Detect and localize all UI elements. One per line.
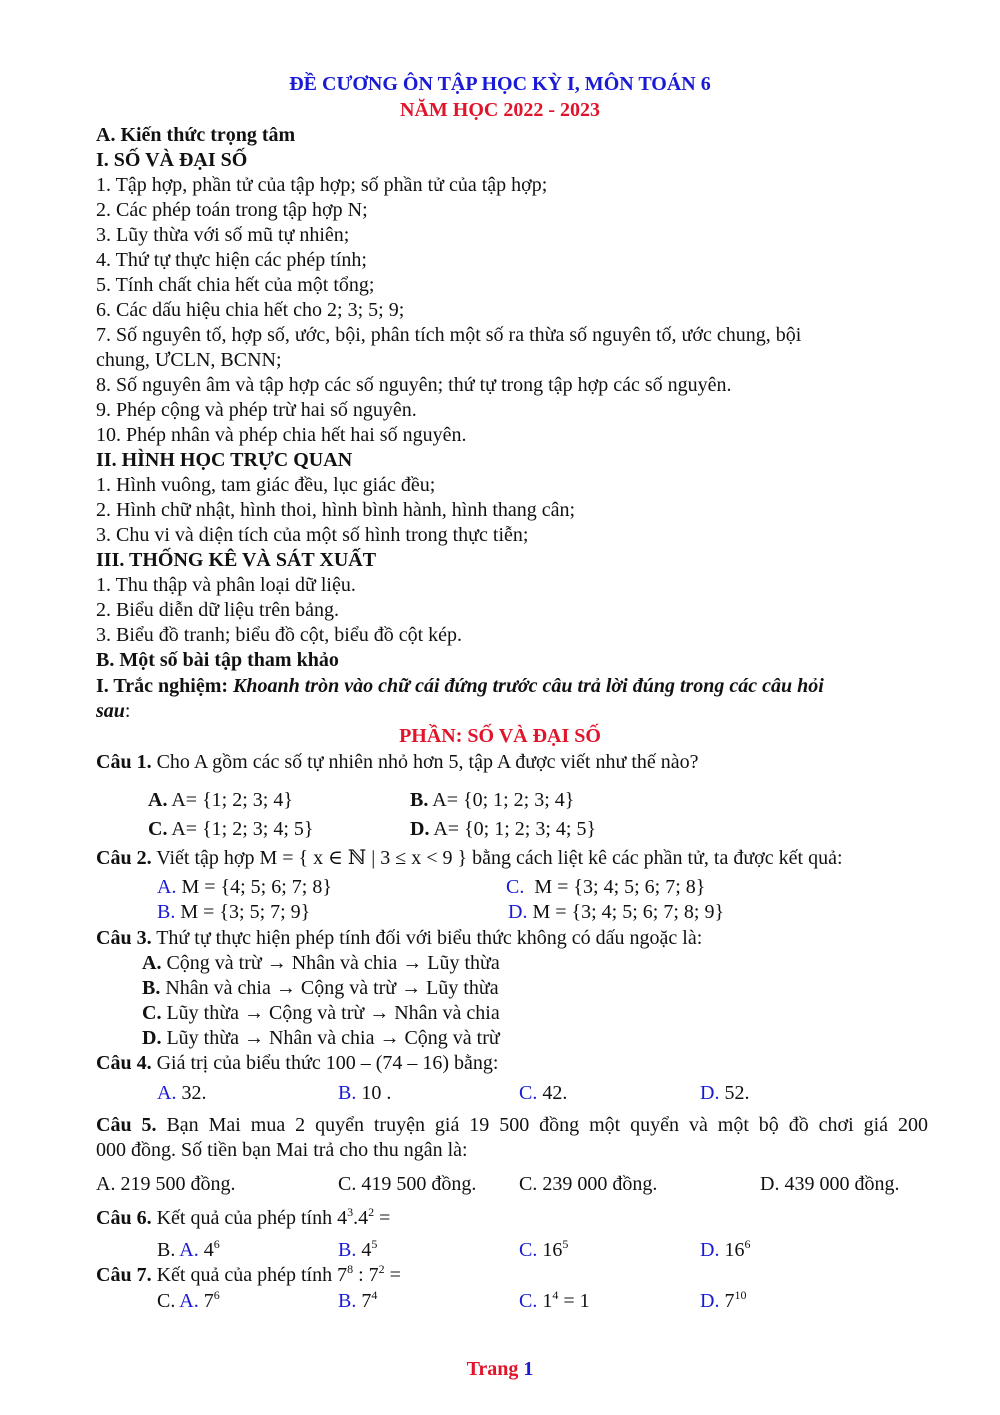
option-text: Nhân và chia → Cộng và trừ → Lũy thừa [165,977,499,999]
option-c[interactable]: C. 239 000 đồng. [519,1173,658,1195]
option-c[interactable] [519,1238,568,1265]
option-base: 4 [203,1239,214,1261]
option-text: M = {3; 5; 7; 9} [180,901,311,923]
option-text: 32. [181,1082,207,1104]
school-year: NĂM HỌC 2022 - 2023 [400,99,600,121]
quiz-instruction-text: Khoanh tròn vào chữ cái đứng trước câu trả lời đúng trong các câu hỏi [233,675,824,697]
option-letter: C. [148,818,168,840]
option-c[interactable] [506,875,705,900]
question-label: Câu 6. [96,1207,152,1229]
option-d[interactable] [700,1081,749,1106]
option-c[interactable] [519,1289,590,1316]
exponent: 5 [562,1237,569,1251]
option-a[interactable]: A. 219 500 đồng. [96,1173,236,1195]
list-item: 10. Phép nhân và phép chia hết hai số nguyên. [96,424,467,446]
option-text: 10 . [361,1082,392,1104]
exponent: 3 [347,1205,354,1219]
exponent: 6 [213,1237,220,1251]
list-item: 8. Số nguyên âm và tập hợp các số nguyên; thứ tự trong tập hợp các số nguyên. [96,374,732,396]
option-letter: A. [148,789,168,811]
question-5 [96,1113,928,1138]
section-b-heading: B. Một số bài tập tham khảo [96,649,339,671]
option-a[interactable] [157,1081,206,1106]
list-item: 1. Tập hợp, phần tử của tập hợp; số phần tử của tập hợp; [96,174,548,196]
question-label: Câu 3. [96,927,152,949]
quiz-instruction [96,674,824,699]
question-text: Kết quả của phép tính 7 [156,1264,348,1286]
option-text: 52. [724,1082,750,1104]
exponent: 8 [347,1262,354,1276]
part-title: PHẦN: SỐ VÀ ĐẠI SỐ [399,725,601,747]
option-b[interactable] [142,976,499,1001]
question-text: = [374,1207,391,1229]
option-a[interactable] [148,788,293,813]
page-footer [0,1357,1000,1382]
list-item: 4. Thứ tự thực hiện các phép tính; [96,249,367,271]
section-a-heading: A. Kiến thức trọng tâm [96,124,296,146]
option-letter: D. [410,818,430,840]
option-a[interactable] [157,1289,220,1316]
option-a[interactable] [157,875,332,900]
question-2 [96,846,843,871]
option-d[interactable] [700,1289,746,1316]
list-item: 2. Các phép toán trong tập hợp N; [96,199,368,221]
option-tail: = 1 [558,1290,590,1312]
option-prefix: C. [157,1290,176,1312]
list-item: 7. Số nguyên tố, hợp số, ước, bội, phân tích một số ra thừa số nguyên tố, ước chung, bội [96,324,802,346]
part-iii-heading: III. THỐNG KÊ VÀ SÁT XUẤT [96,549,377,571]
option-d[interactable] [410,817,596,842]
quiz-instruction-cont [96,699,130,724]
part-ii-heading: II. HÌNH HỌC TRỰC QUAN [96,449,353,471]
exponent: 10 [734,1288,747,1302]
list-item: 3. Chu vi và diện tích của một số hình trong thực tiễn; [96,524,529,546]
option-base: 16 [542,1239,563,1261]
option-letter: D. [700,1239,720,1261]
question-label: Câu 2. [96,847,152,869]
option-a[interactable] [157,1238,220,1265]
option-text: Lũy thừa → Cộng và trừ → Nhân và chia [166,1002,500,1024]
question-label: Câu 1. [96,751,152,773]
option-text: A= {1; 2; 3; 4; 5} [171,818,314,840]
option-d[interactable] [700,1238,750,1265]
option-c[interactable] [519,1081,567,1106]
option-d[interactable]: D. 439 000 đồng. [760,1173,900,1195]
option-c[interactable] [142,1001,500,1026]
list-item: 9. Phép cộng và phép trừ hai số nguyên. [96,399,417,421]
exponent: 6 [744,1237,751,1251]
option-base: 7 [203,1290,214,1312]
option-letter: C. [519,1082,538,1104]
question-label: Câu 4. [96,1052,152,1074]
option-letter: C. [506,876,525,898]
question-text: Kết quả của phép tính 4 [156,1207,348,1229]
question-text: Bạn Mai mua 2 quyển truyện giá 19 500 đồng một quyển và một bộ đồ chơi giá 200 [166,1114,928,1136]
list-item: 2. Hình chữ nhật, hình thoi, hình bình hành, hình thang cân; [96,499,576,521]
option-letter: A. [179,1239,199,1261]
option-b[interactable] [338,1081,391,1106]
option-letter: A. [157,1082,177,1104]
option-b[interactable] [338,1289,377,1316]
option-d[interactable] [142,1026,500,1051]
exponent: 4 [552,1288,559,1302]
option-text: 42. [542,1082,568,1104]
question-5-cont: 000 đồng. Số tiền bạn Mai trả cho thu ngân là: [96,1139,468,1161]
question-1 [96,750,699,775]
option-letter: A. [179,1290,199,1312]
option-text: A= {1; 2; 3; 4} [171,789,293,811]
question-text: Viết tập hợp M = { x ∈ ℕ | 3 ≤ x < 9 } bằng cách liệt kê các phần tử, ta được kết quả: [156,847,843,869]
question-text: = [384,1264,401,1286]
list-item: 1. Hình vuông, tam giác đều, lục giác đều; [96,474,436,496]
document-title: ĐỀ CƯƠNG ÔN TẬP HỌC KỲ I, MÔN TOÁN 6 [289,73,711,95]
exponent: 2 [378,1262,385,1276]
option-base: 1 [542,1290,553,1312]
list-item: chung, ƯCLN, BCNN; [96,349,282,371]
option-text: Lũy thừa → Nhân và chia → Cộng và trừ [166,1027,500,1049]
page-label: Trang [466,1358,519,1380]
question-text: Giá trị của biểu thức 100 – (74 – 16) bằng: [156,1052,499,1074]
option-letter: D. [142,1027,162,1049]
option-letter: D. [700,1082,720,1104]
question-label: Câu 5. [96,1114,157,1136]
option-c[interactable] [148,817,314,842]
option-letter: B. [338,1239,357,1261]
exponent: 2 [368,1205,375,1219]
list-item: 6. Các dấu hiệu chia hết cho 2; 3; 5; 9; [96,299,405,321]
option-prefix: B. [157,1239,176,1261]
option-letter: C. [519,1239,538,1261]
question-text: Cho A gồm các số tự nhiên nhỏ hơn 5, tập A được viết như thế nào? [156,751,699,773]
option-text: A= {0; 1; 2; 3; 4; 5} [433,818,597,840]
page-number: 1 [523,1358,534,1380]
list-item: 2. Biểu diễn dữ liệu trên bảng. [96,599,340,621]
option-d[interactable] [508,900,724,925]
option-letter: B. [410,789,429,811]
option-base: 16 [724,1239,745,1261]
question-text: Thứ tự thực hiện phép tính đối với biểu thức không có dấu ngoặc là: [156,927,703,949]
option-b[interactable] [338,1238,377,1265]
list-item: 5. Tính chất chia hết của một tổng; [96,274,375,296]
option-letter: C. [519,1290,538,1312]
question-text: : 7 [353,1264,379,1286]
option-letter: B. [157,901,176,923]
option-letter: B. [142,977,161,999]
option-letter: D. [508,901,528,923]
option-b[interactable] [410,788,574,813]
list-item: 3. Biểu đồ tranh; biểu đồ cột, biểu đồ cột kép. [96,624,463,646]
option-letter: B. [338,1082,357,1104]
option-text: A= {0; 1; 2; 3; 4} [432,789,575,811]
exponent: 4 [371,1288,378,1302]
option-text: M = {3; 4; 5; 6; 7; 8; 9} [532,901,725,923]
option-letter: A. [142,952,162,974]
option-letter: B. [338,1290,357,1312]
quiz-label: I. Trắc nghiệm: [96,675,229,697]
option-c[interactable]: C. 419 500 đồng. [338,1173,477,1195]
list-item: 3. Lũy thừa với số mũ tự nhiên; [96,224,350,246]
option-text: M = {4; 5; 6; 7; 8} [181,876,332,898]
list-item: 1. Thu thập và phân loại dữ liệu. [96,574,356,596]
exponent: 6 [213,1288,220,1302]
question-label: Câu 7. [96,1264,152,1286]
option-a[interactable] [142,951,500,976]
question-6 [96,1206,390,1233]
option-base: 7 [724,1290,735,1312]
option-text: Cộng và trừ → Nhân và chia → Lũy thừa [166,952,500,974]
option-b[interactable] [157,900,310,925]
question-4 [96,1051,498,1076]
option-letter: C. [142,1002,162,1024]
exponent: 5 [371,1237,378,1251]
option-text: M = {3; 4; 5; 6; 7; 8} [534,876,706,898]
question-3 [96,926,702,951]
option-base: 7 [361,1290,372,1312]
colon: : [124,700,131,722]
question-text: .4 [353,1207,369,1229]
quiz-instruction-text-2: sau [96,700,125,722]
question-7 [96,1263,401,1290]
option-letter: D. [700,1290,720,1312]
option-base: 4 [361,1239,372,1261]
part-i-heading: I. SỐ VÀ ĐẠI SỐ [96,149,248,171]
option-letter: A. [157,876,177,898]
